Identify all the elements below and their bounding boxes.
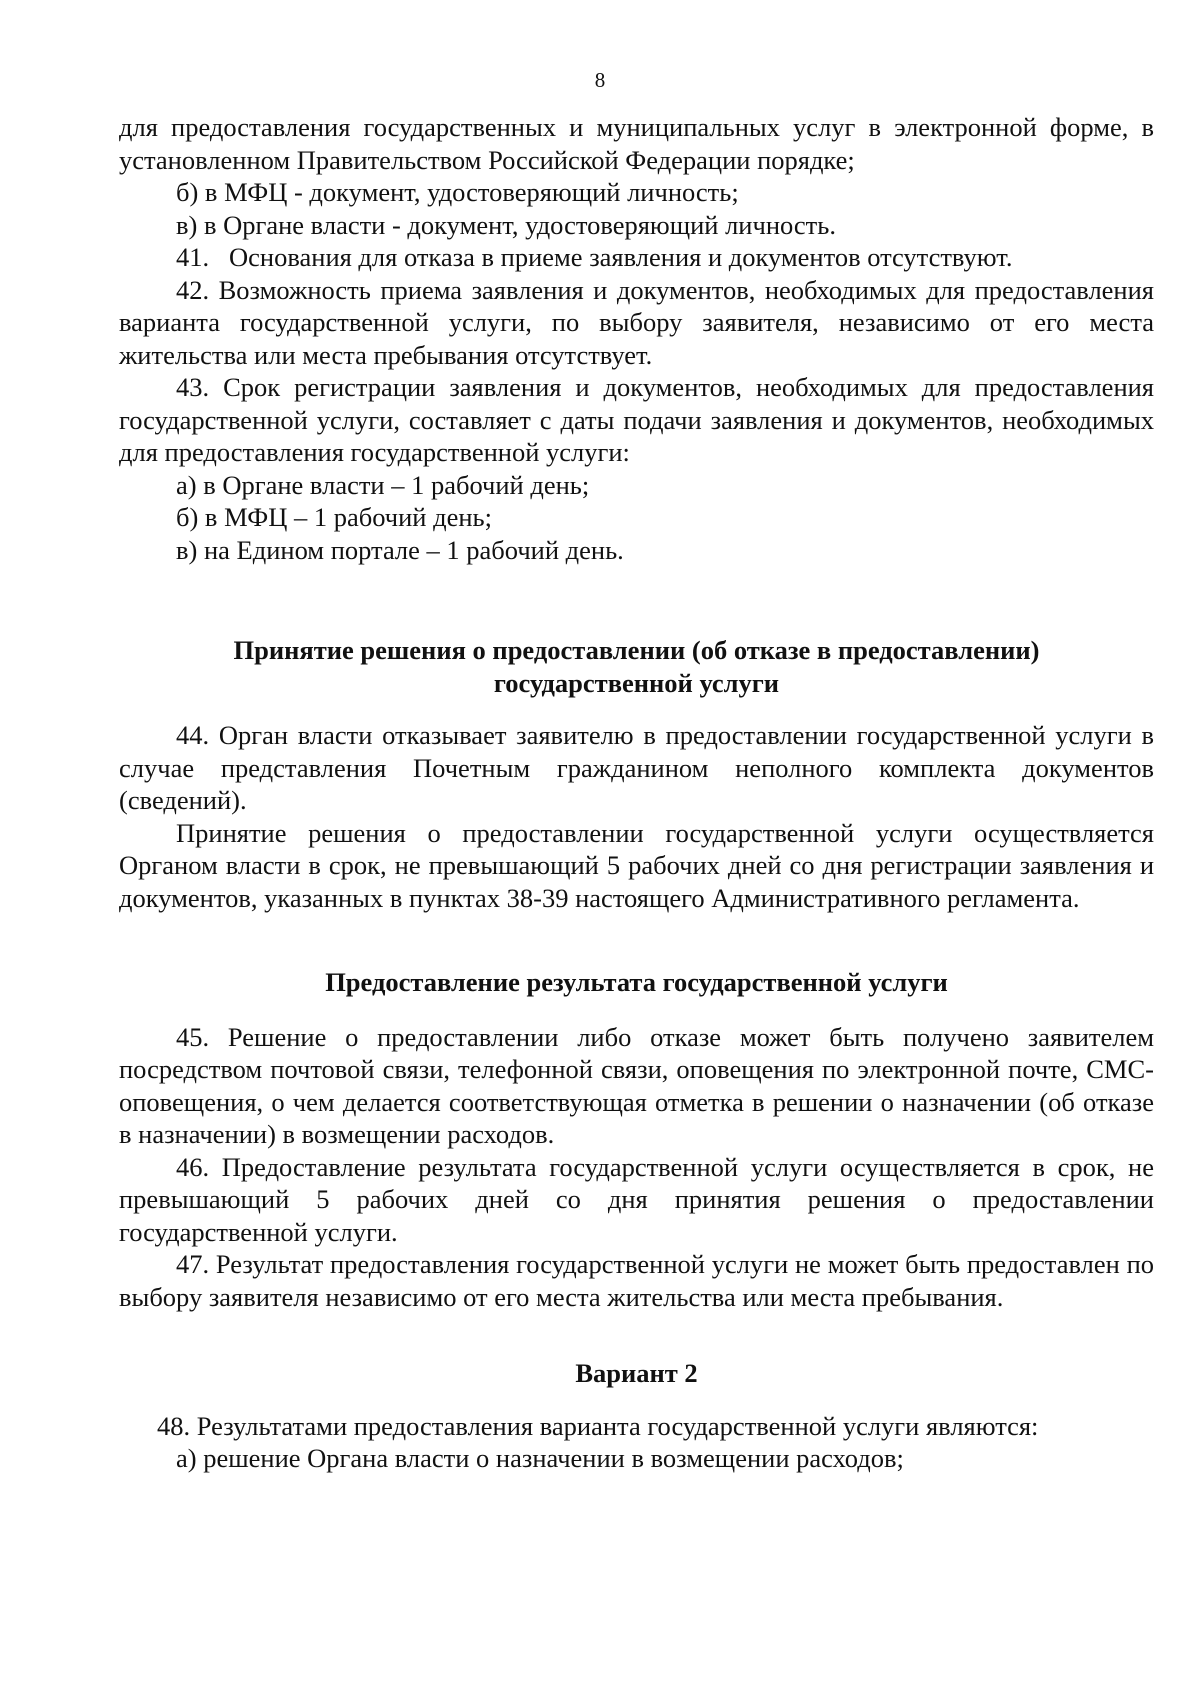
paragraph-item-b: б) в МФЦ - документ, удостоверяющий личность; [176, 177, 739, 207]
paragraph-45: 45. Решение о предоставлении либо отказе может быть получено заявителем посредством почтовой связи, телефонной связи, оповещения по электронной почте, СМС-оповещения, о чем делается соответствующая отметка в решении о назначении (об отказе в назначении) в возмещении расходов. [119, 1021, 1154, 1149]
paragraph-41: 41. Основания для отказа в приеме заявления и документов отсутствуют. [176, 242, 1013, 272]
section-heading-result: Предоставление результата государственной услуги [325, 967, 948, 997]
section-heading-decision-line1: Принятие решения о предоставлении (об отказе в предоставлении) [233, 635, 1040, 665]
paragraph-48: 48. Результатами предоставления варианта государственной услуги являются: [157, 1410, 1039, 1441]
section-heading-variant-2: Вариант 2 [575, 1358, 698, 1388]
paragraph-48-a: а) решение Органа власти о назначении в возмещении расходов; [176, 1443, 904, 1473]
paragraph-42: 42. Возможность приема заявления и документов, необходимых для предоставления варианта государственной услуги, по выбору заявителя, независимо от его места жительства или места пребывания отсутствует. [119, 274, 1154, 370]
section-heading-decision-line2: государственной услуги [493, 667, 780, 698]
paragraph-43: 43. Срок регистрации заявления и документов, необходимых для предоставления государственной услуги, составляет с даты подачи заявления и документов, необходимых для предоставления государственной услуги: [119, 372, 1154, 467]
paragraph-46: 46. Предоставление результата государственной услуги осуществляется в срок, не превышающий 5 рабочих дней со дня принятия решения о предоставлении государственной услуги. [119, 1151, 1154, 1247]
paragraph-continuation: для предоставления государственных и муниципальных услуг в электронной форме, в установленном Правительством Российской Федерации порядке; [119, 112, 1154, 175]
paragraph-47: 47. Результат предоставления государственной услуги не может быть предоставлен по выбору заявителя независимо от его места жительства или места пребывания. [119, 1249, 1154, 1312]
paragraph-43-v: в) на Едином портале – 1 рабочий день. [176, 534, 624, 565]
paragraph-decision-term: Принятие решения о предоставлении государственной услуги осуществляется Органом власти в срок, не превышающий 5 рабочих дней со дня регистрации заявления и документов, указанных в пунктах 38-39 настоящего Административного регламента. [119, 817, 1154, 913]
document-body [119, 111, 1154, 1475]
paragraph-44: 44. Орган власти отказывает заявителю в предоставлении государственной услуги в случае представления Почетным гражданином неполного комплекта документов (сведений). [119, 720, 1154, 815]
paragraph-item-v: в) в Органе власти - документ, удостоверяющий личность. [176, 209, 836, 240]
page-number: 8 [594, 68, 606, 92]
paragraph-43-a: а) в Органе власти – 1 рабочий день; [176, 469, 590, 500]
paragraph-43-b: б) в МФЦ – 1 рабочий день; [176, 502, 492, 532]
